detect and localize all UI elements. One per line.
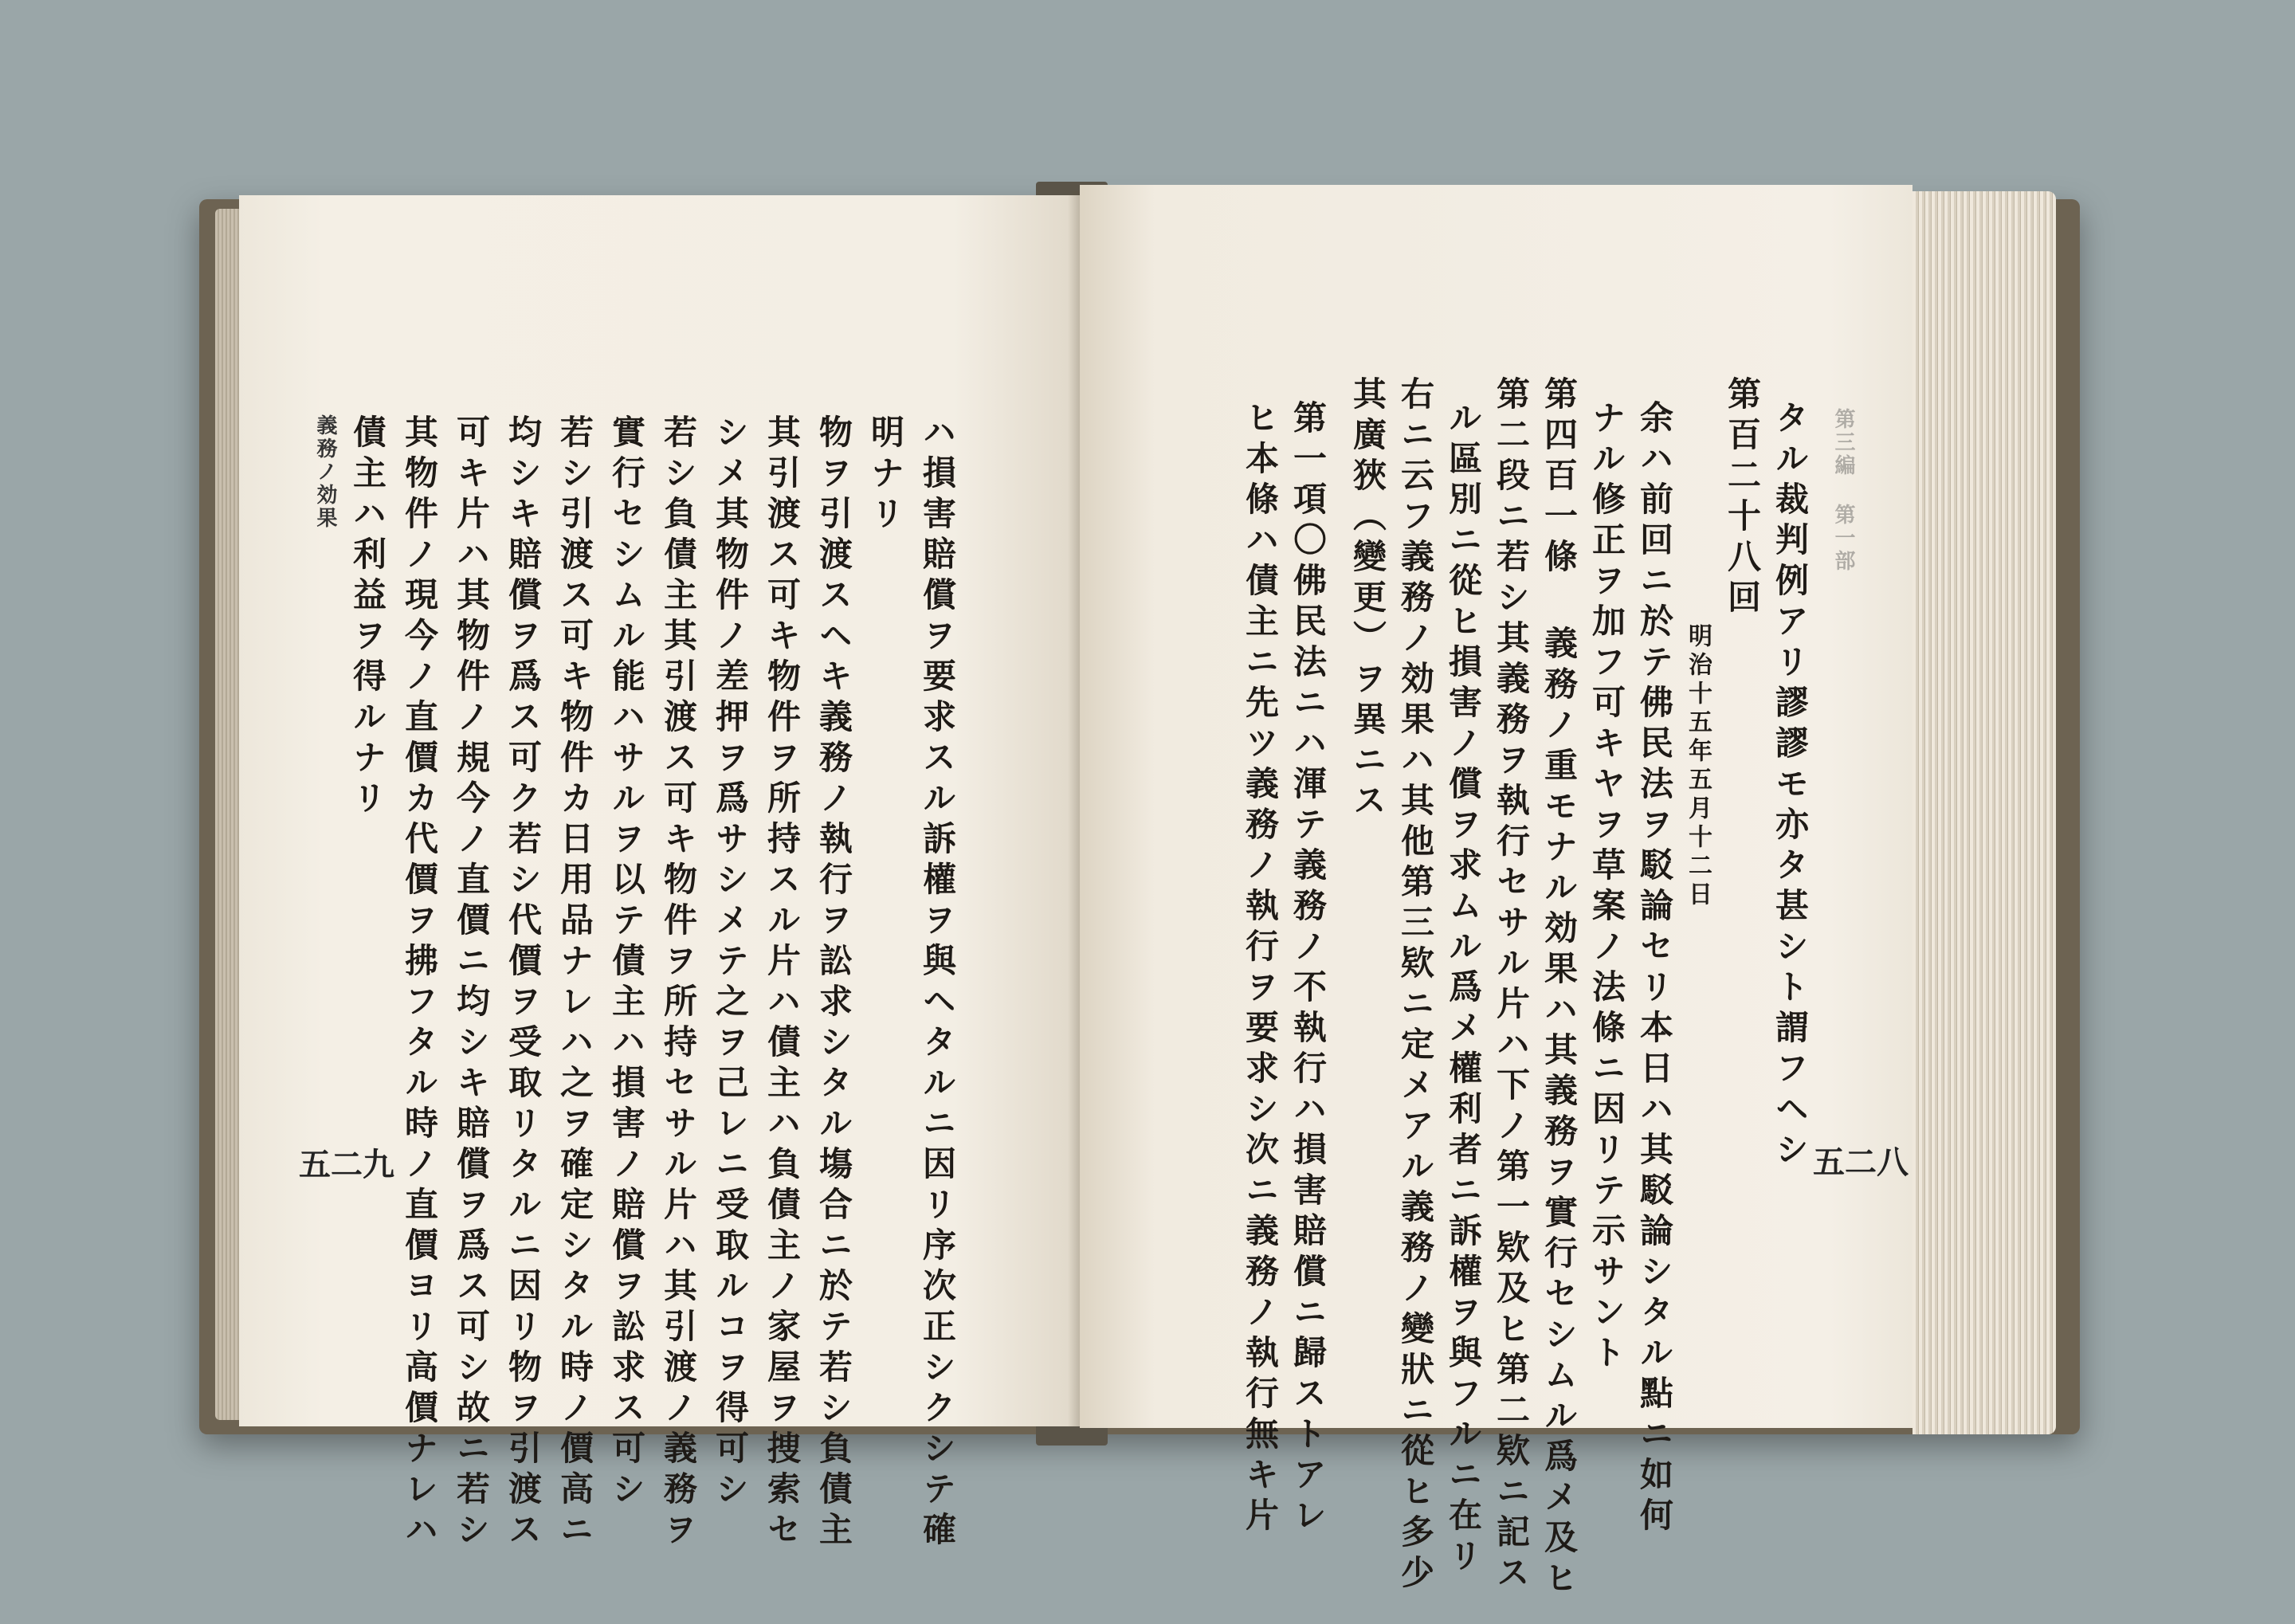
right-col-10: 第一項〇佛民法ニハ渾テ義務ノ不執行ハ損害賠償ニ歸ストアレ [1289,400,1328,1538]
right-running-head: 第三編 第一部 [1831,408,1855,573]
left-page-number: 五二九 [299,1146,394,1183]
right-page-stack [1912,191,2056,1434]
right-col-4: ナル修正ヲ加フ可キヤヲ草案ノ法條ニ因リテ示サント [1587,400,1626,1375]
left-col-3: 物ヲ引渡スヘキ義務ノ執行ヲ訟求シタル塲合ニ於テ若シ負債主 [814,414,853,1552]
left-col-7: 實行セシムル能ハサルヲ以テ債主ハ損害ノ賠償ヲ訟求ス可シ [607,414,646,1512]
right-col-9: 其廣狹（變更）ヲ異ニス [1348,376,1387,823]
left-col-1: ハ損害賠償ヲ要求スル訴權ヲ與ヘタルニ因リ序次正シクシテ確 [918,414,957,1552]
left-col-11: 其物件ノ現今ノ直價カ代價ヲ拂フタル時ノ直價ヨリ高價ナレハ [400,414,439,1552]
left-col-9: 均シキ賠償ヲ爲ス可ク若シ代價ヲ受取リタルニ因リ物ヲ引渡ス [504,414,543,1552]
left-col-5: シメ其物件ノ差押ヲ爲サシメテ之ヲ己レニ受取ルコヲ得可シ [711,414,750,1512]
right-col-8: 右ニ云フ義務ノ効果ハ其他第三欵ニ定メアル義務ノ變狀ニ從ヒ多少 [1396,376,1435,1595]
right-col-6: 第二段ニ若シ其義務ヲ執行セサル片ハ下ノ第一欵及ヒ第二欵ニ記ス [1492,376,1531,1595]
right-date-note: 明治十五年五月十二日 [1684,623,1712,910]
right-col-5: 第四百一條 義務ノ重モナル効果ハ其義務ヲ實行セシムル爲メ及ヒ [1540,376,1579,1601]
left-running-head: 義務ノ効果 [313,414,337,530]
left-col-12: 債主ハ利益ヲ得ルナリ [348,414,387,821]
left-col-10: 可キ片ハ其物件ノ規今ノ直價ニ均シキ賠償ヲ爲ス可シ故ニ若シ [452,414,491,1552]
right-col-1: タル裁判例アリ謬謬モ亦タ甚シト謂フヘシ [1771,400,1810,1172]
right-col-3: 余ハ前回ニ於テ佛民法ヲ駁論セリ本日ハ其駁論シタル點ニ如何 [1635,400,1674,1538]
left-col-6: 若シ負債主其引渡ス可キ物件ヲ所持セサル片ハ其引渡ノ義務ヲ [659,414,698,1552]
right-page-number: 五二八 [1813,1143,1909,1181]
right-col-11: ヒ本條ハ債主ニ先ツ義務ノ執行ヲ要求シ次ニ義務ノ執行無キ片 [1241,400,1280,1538]
left-col-8: 若シ引渡ス可キ物件カ日用品ナレハ之ヲ確定シタル時ノ價高ニ [555,414,594,1552]
left-col-2: 明ナリ [866,414,905,536]
left-col-4: 其引渡ス可キ物件ヲ所持スル片ハ債主ハ負債主ノ家屋ヲ捜索セ [763,414,802,1552]
right-col-7: ル區別ニ從ヒ損害ノ償ヲ求ムル爲メ權利者ニ訴權ヲ與フルニ在リ [1444,400,1483,1579]
right-col-2: 第百二十八回 [1723,376,1762,620]
right-page [1080,185,1912,1601]
left-page [239,195,1080,1552]
